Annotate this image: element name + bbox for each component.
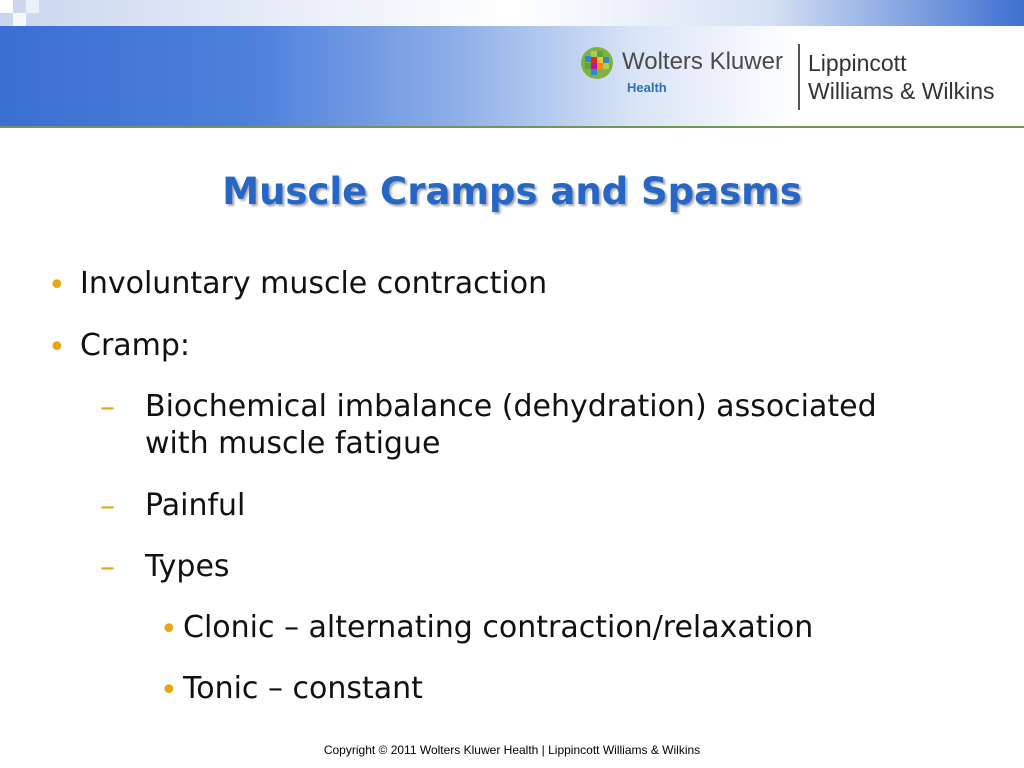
bullet-marker: •: [48, 268, 66, 303]
copyright-footer: Copyright © 2011 Wolters Kluwer Health | Lippincott Williams & Wilkins: [323, 743, 701, 757]
bullet-text: Cramp:: [80, 328, 191, 363]
slide-title: Muscle Cramps and Spasms: [222, 170, 802, 213]
sub-bullet-marker: –: [100, 390, 115, 425]
sub-sub-bullet-text: Tonic – constant: [183, 671, 423, 706]
publisher-logo: [580, 42, 1020, 114]
company-name: Wolters Kluwer: [622, 48, 783, 75]
header-rule: [0, 126, 1024, 128]
sub-bullet-marker: –: [100, 550, 115, 585]
sub-sub-bullet-text: Clonic – alternating contraction/relaxation: [183, 610, 814, 645]
sub-sub-bullet-marker: •: [160, 612, 178, 647]
sub-bullet-text: Painful: [145, 488, 246, 523]
imprint-name-line1: Lippincott: [808, 50, 907, 76]
sub-bullet-text: Types: [145, 549, 230, 584]
header-top-bar: [0, 0, 1024, 26]
decorative-square: [0, 0, 13, 13]
decorative-square: [26, 0, 39, 13]
bullet-text: Involuntary muscle contraction: [80, 266, 548, 301]
wolters-kluwer-globe-icon: [580, 46, 614, 80]
decorative-square: [13, 13, 26, 26]
sub-bullet-text-continued: with muscle fatigue: [145, 426, 441, 461]
sub-bullet-marker: –: [100, 489, 115, 524]
logo-divider: [798, 44, 800, 110]
slide-header: [0, 0, 1024, 128]
bullet-marker: •: [48, 330, 66, 365]
sub-bullet-text: Biochemical imbalance (dehydration) associated: [145, 389, 877, 424]
imprint-name-line2: Williams & Wilkins: [808, 78, 995, 104]
company-division: Health: [627, 80, 667, 95]
sub-sub-bullet-marker: •: [160, 673, 178, 708]
